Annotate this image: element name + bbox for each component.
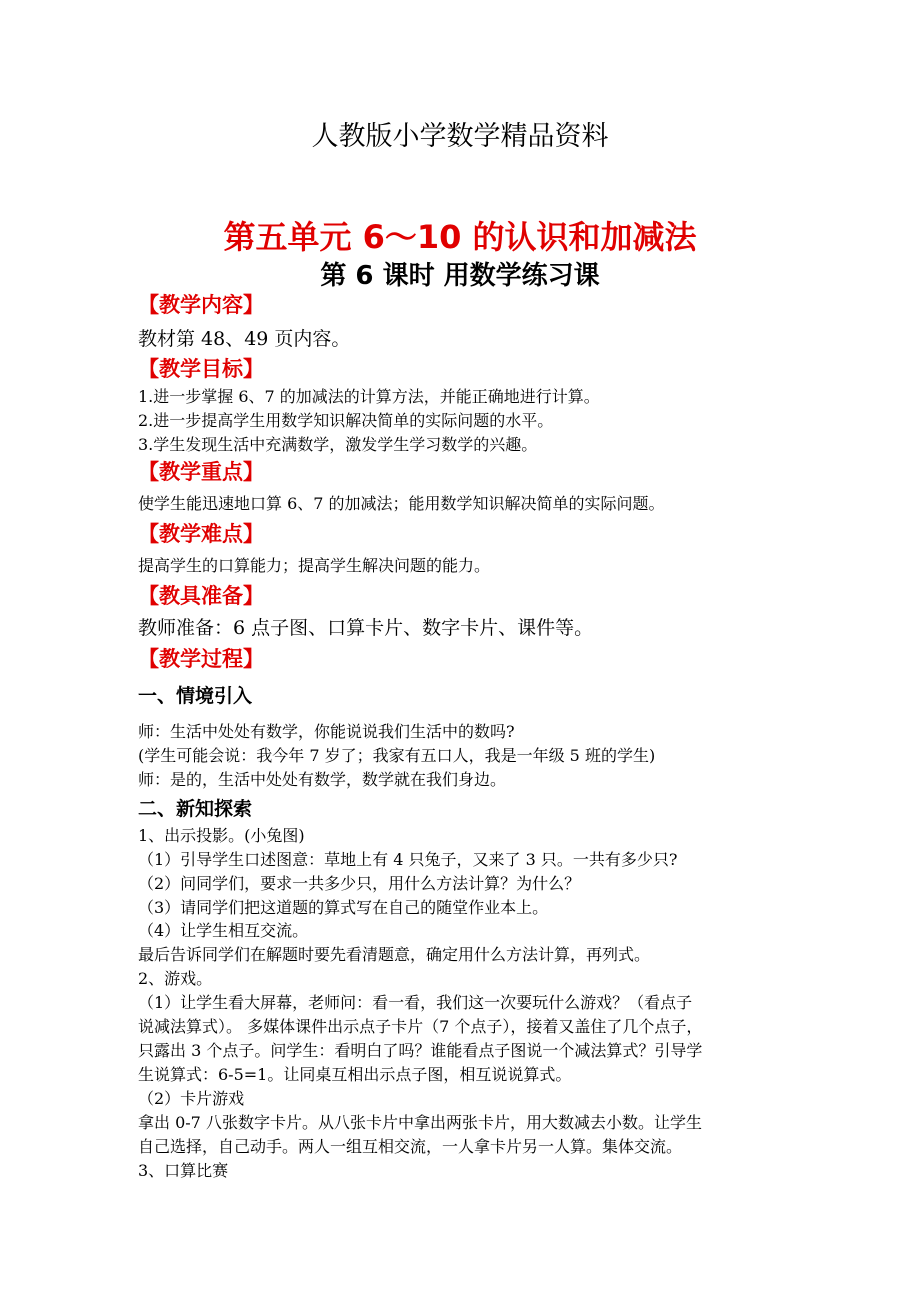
part2-line: 拿出 0-7 八张数字卡片。从八张卡片中拿出两张卡片，用大数减去小数。让学生 xyxy=(138,1113,702,1132)
section-label-key-points: 【教学重点】 xyxy=(138,460,264,484)
part1-line: (学生可能会说：我今年 7 岁了；我家有五口人，我是一年级 5 班的学生) xyxy=(138,746,656,765)
part2-line: （1）引导学生口述图意：草地上有 4 只兔子，又来了 3 只。一共有多少只? xyxy=(138,850,678,869)
part2-line: 自己选择，自己动手。两人一组互相交流，一人拿卡片另一人算。集体交流。 xyxy=(138,1137,683,1156)
part2-line: 生说算式：6-5=1。让同桌互相出示点子图，相互说说算式。 xyxy=(138,1065,572,1084)
part2-line: 只露出 3 个点子。问学生：看明白了吗？谁能看点子图说一个减法算式？引导学 xyxy=(138,1041,703,1060)
section-label-process: 【教学过程】 xyxy=(138,647,264,671)
section-label-materials: 【教具准备】 xyxy=(138,584,264,608)
goal-item: 2.进一步提高学生用数学知识解决简单的实际问题的水平。 xyxy=(138,411,554,430)
section-label-content: 【教学内容】 xyxy=(138,293,264,317)
part2-line: （1）让学生看大屏幕，老师问：看一看，我们这一次要玩什么游戏？（看点子 xyxy=(138,993,693,1012)
goal-item: 3.学生发现生活中充满数学，激发学生学习数学的兴趣。 xyxy=(138,435,538,454)
materials-text: 教师准备：6 点子图、口算卡片、数字卡片、课件等。 xyxy=(138,617,594,639)
part2-line: 2、游戏。 xyxy=(138,969,213,988)
key-points-text: 使学生能迅速地口算 6、7 的加减法；能用数学知识解决简单的实际问题。 xyxy=(138,494,665,513)
document-header: 人教版小学数学精品资料 xyxy=(311,121,609,152)
part2-heading: 二、新知探索 xyxy=(138,798,253,820)
section-label-goals: 【教学目标】 xyxy=(138,357,264,381)
part1-heading: 一、情境引入 xyxy=(138,685,253,707)
lesson-title: 第 6 课时 用数学练习课 xyxy=(320,261,600,291)
part2-line: 最后告诉同学们在解题时要先看清题意，确定用什么方法计算，再列式。 xyxy=(138,945,651,964)
part1-line: 师：生活中处处有数学，你能说说我们生活中的数吗? xyxy=(138,722,515,741)
goal-item: 1.进一步掌握 6、7 的加减法的计算方法，并能正确地进行计算。 xyxy=(138,387,600,406)
part2-line: （4）让学生相互交流。 xyxy=(138,921,309,940)
part1-line: 师：是的，生活中处处有数学，数学就在我们身边。 xyxy=(138,770,507,789)
part2-line: （3）请同学们把这道题的算式写在自己的随堂作业本上。 xyxy=(138,898,549,917)
part2-line: （2）问同学们，要求一共多少只，用什么方法计算？为什么？ xyxy=(138,874,581,893)
section-label-difficulties: 【教学难点】 xyxy=(138,522,264,546)
part2-line: 说减法算式）。 多媒体课件出示点子卡片（7 个点子），接着又盖住了几个点子， xyxy=(138,1017,703,1036)
unit-title: 第五单元 6～10 的认识和加减法 xyxy=(223,218,697,256)
part2-line: （2）卡片游戏 xyxy=(138,1089,245,1108)
content-text: 教材第 48、49 页内容。 xyxy=(138,328,351,350)
difficulties-text: 提高学生的口算能力；提高学生解决问题的能力。 xyxy=(138,556,491,575)
part2-line: 1、出示投影。(小兔图) xyxy=(138,826,305,845)
part2-line: 3、口算比赛 xyxy=(138,1161,229,1180)
